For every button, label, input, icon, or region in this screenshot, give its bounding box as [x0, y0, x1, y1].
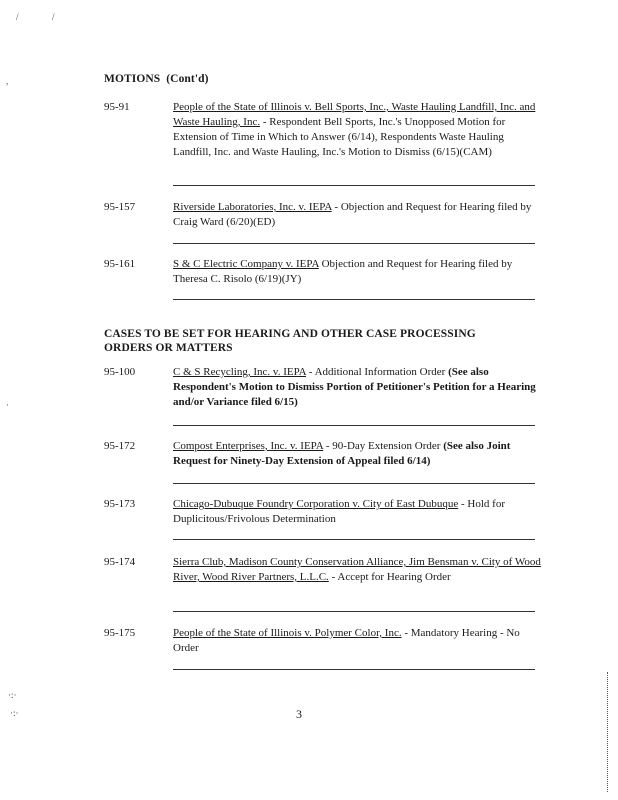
scan-speck: ·:· [8, 690, 17, 700]
docket-number: 95-157 [104, 201, 136, 213]
docket-number: 95-161 [104, 258, 136, 270]
case-title: Sierra Club, Madison County Conservation Alliance, Jim Bensman v. City of Wood River, Wood River Partners, L.L.C. [173, 556, 541, 583]
scan-speck: ·:· [10, 708, 19, 718]
docket-number: 95-173 [104, 498, 136, 510]
page-number: 3 [296, 707, 302, 721]
separator-line [173, 611, 535, 612]
separator-line [173, 539, 535, 540]
case-title: Chicago-Dubuque Foundry Corporation v. City of East Dubuque [173, 498, 459, 510]
docket-number: 95-175 [104, 627, 136, 639]
docket-number: 95-100 [104, 366, 136, 378]
case-title: People of the State of Illinois v. Bell Sports, Inc., Waste Hauling Landfill, Inc. and Waste Hauling, Inc. [173, 101, 536, 128]
case-title: Riverside Laboratories, Inc. v. IEPA [173, 201, 332, 213]
case-title: People of the State of Illinois v. Polymer Color, Inc. [173, 627, 402, 639]
separator-line [173, 185, 535, 186]
case-description: - Objection and Request for Hearing filed by Craig Ward (6/20)(ED) [173, 201, 532, 228]
motions-heading: MOTIONS (Cont'd) [104, 73, 209, 85]
scan-edge-mark [607, 672, 608, 792]
case-title: Compost Enterprises, Inc. v. IEPA [173, 440, 324, 452]
case-note: (See also Joint Request for Ninety-Day Extension of Appeal filed 6/14) [173, 440, 511, 467]
cases-heading: CASES TO BE SET FOR HEARING AND OTHER CASE PROCESSING ORDERS OR MATTERS [104, 328, 476, 354]
case-description: - Mandatory Hearing - No Order [173, 627, 520, 654]
case-description: Objection and Request for Hearing filed by Theresa C. Risolo (6/19)(JY) [173, 258, 513, 285]
scan-speck: · [6, 400, 9, 410]
case-description: - Additional Information Order [306, 366, 449, 378]
docket-number: 95-174 [104, 556, 136, 568]
separator-line [173, 483, 535, 484]
case-description: - Hold for Duplicitous/Frivolous Determination [173, 498, 505, 525]
separator-line [173, 425, 535, 426]
docket-number: 95-172 [104, 440, 136, 452]
case-title: C & S Recycling, Inc. v. IEPA [173, 366, 307, 378]
case-description: - Respondent Bell Sports, Inc.'s Unopposed Motion for Extension of Time in Which to Answer (6/14), Respondents Waste Hauling Landfill, Inc. and Waste Hauling, Inc.'s Motion to Dismiss (6/15)(CAM) [173, 116, 506, 158]
case-description: - 90-Day Extension Order [323, 440, 444, 452]
scan-speck: , [6, 76, 9, 86]
separator-line [173, 243, 535, 244]
scan-speck: / [52, 12, 55, 22]
scan-speck: / [16, 12, 19, 22]
case-note: (See also Respondent's Motion to Dismiss Portion of Petitioner's Petition for a Hearing and/or Variance filed 6/15) [173, 366, 536, 408]
case-description: - Accept for Hearing Order [328, 571, 451, 583]
case-title: S & C Electric Company v. IEPA [173, 258, 319, 270]
separator-line [173, 299, 535, 300]
docket-number: 95-91 [104, 101, 130, 113]
separator-line [173, 669, 535, 670]
